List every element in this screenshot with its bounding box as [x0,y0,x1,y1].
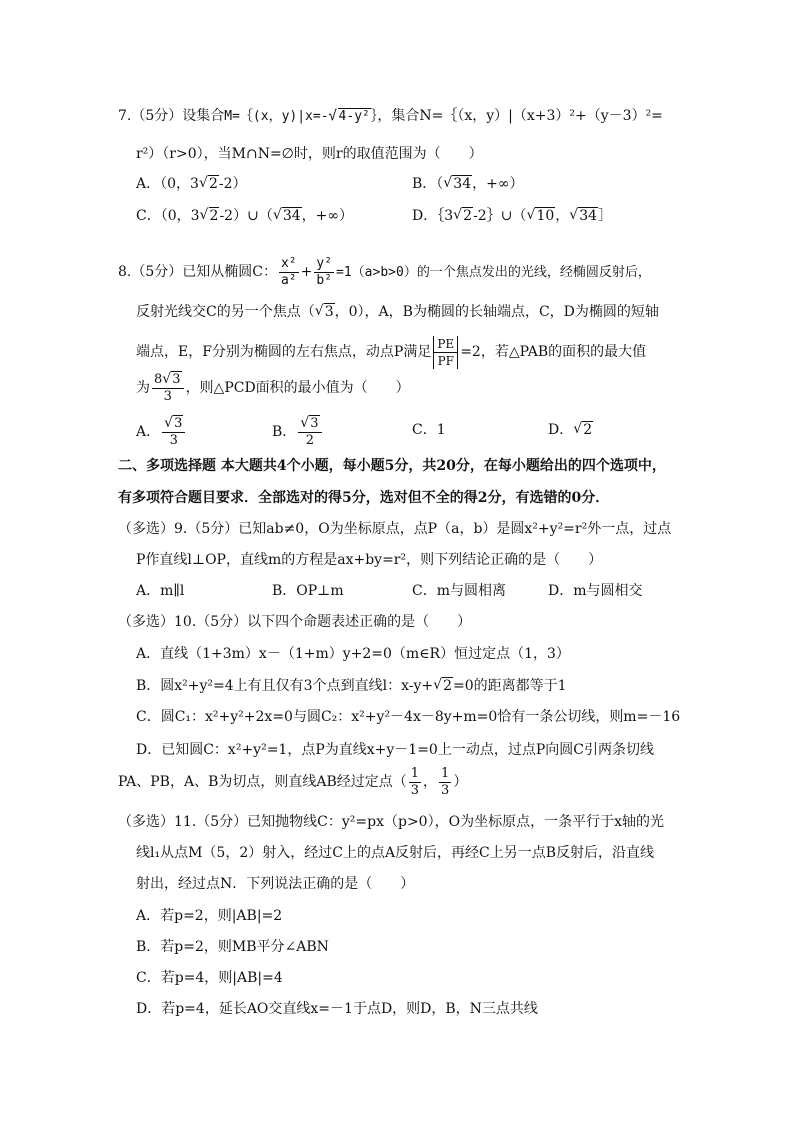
q7-opt-d-text: D．｛3 [412,208,454,224]
q8-frac-x [279,256,299,289]
q7-opt-c-mid: -2）∪（ [219,208,273,224]
q10-opt-d-frac1 [409,766,421,799]
q8-opt-d-text: D． [548,422,574,438]
q8-max-area-num-a: 8 [154,371,163,387]
q8-line1-rest: =1（a>b>0）的一个焦点发出的光线，经椭圆反射后， [336,265,651,280]
q8-max-area-frac [152,372,184,405]
q9-line1: （多选）9.（5分）已知ab≠0，O为坐标原点，点P（a，b）是圆x²+y²=r²外一点，过点 [118,521,672,537]
q8-opt-a-num [162,416,185,433]
q7-opt-c-sqrt [200,206,220,226]
q8-opt-a-text: A． [136,424,161,440]
q7-option-c [136,206,353,226]
q8-opt-a-frac [162,416,185,449]
q8-opt-a-sqrt [164,416,183,432]
q8-opt-a-sqrt-body: 3 [174,415,183,431]
q7-opt-d-sqrt2 [526,206,555,226]
q7-opt-a-sqrt [199,174,219,194]
q8-line2-sqrt-body: 3 [324,304,334,320]
q8-opt-b-num [298,416,321,433]
q8-abs-frac [433,336,458,369]
q8-line2-sqrt [315,302,335,322]
q8-opt-b-text: B． [272,424,297,440]
q10-opt-d-comma: ， [423,774,438,790]
q8-frac-x-den: a² [280,272,297,288]
q8-opt-a-den: 3 [169,432,178,448]
q7-opt-d-mid2: ， [555,208,570,224]
section2-line1: 二、多项选择题 本大题共4个小题，每小题5分，共20分，在每小题给出的四个选项中， [118,458,666,474]
q7-opt-a-text: A．（0，3 [136,176,199,192]
q7-opt-a-end: -2） [218,176,247,192]
q7-opt-c-sqrt2 [273,206,302,226]
q7-opt-c-text: C．（0，3 [136,208,200,224]
q7-option-a [136,174,247,194]
q8-line1 [118,252,651,293]
q8-opt-b-frac [298,416,321,449]
q7-opt-b-sqrt [443,174,472,194]
q11-option-b: B．若p=2，则MB平分∠ABN [136,939,329,955]
q10-option-c: C．圆C₁：x²+y²+2x=0与圆C₂：x²+y²－4x－8y+m=0恰有一条公切线，则m=－16 [136,709,681,725]
q7-opt-d-sqrt [453,206,473,226]
q9-option-d: D．m与圆相交 [548,583,643,599]
q10-option-d-line2 [118,764,467,800]
q7-opt-c-end: ，+∞） [301,208,354,224]
q10-opt-d-frac1-den: 3 [410,782,420,798]
q8-line3-b: =2，若△PAB的面积的最大值 [460,344,647,360]
q8-max-area-sqrt-body: 3 [172,371,181,387]
q8-opt-b-sqrt [300,416,319,432]
q8-abs-frac-den: PF [433,353,458,369]
q10-option-a: A．直线（1+3m）x－（1+m）y+2=0（m∈R）恒过定点（1，3） [136,646,570,662]
q8-option-d [548,420,593,440]
q8-plus: + [300,264,313,280]
q10-opt-d-frac1-num: 1 [410,765,420,781]
q7-prefix: 7.（5分）设集合 [118,108,225,124]
q9-option-c: C．m与圆相离 [412,583,506,599]
q10-opt-d-frac2-num: 1 [441,765,450,781]
q7-sqrt-m-body: 4-y² [338,109,370,124]
q7-option-b [412,174,524,194]
q7-opt-c-sqrt2-body: 34 [282,208,301,224]
q7-opt-b-sqrt-body: 34 [453,176,472,192]
q10-line1: （多选）10.（5分）以下四个命题表述正确的是（ ） [118,614,472,630]
q9-option-a: A．m∥l [136,583,185,599]
q11-line2: 线l₁从点M（5，2）射入，经过C上的点A反射后，再经C上另一点B反射后，沿直线 [136,845,655,861]
q9-line2: P作直线l⊥OP，直线m的方程是ax+by=r²，则下列结论正确的是（ ） [136,552,603,568]
q8-option-a [136,414,187,450]
q10-opt-d-frac2-den: 3 [441,782,450,798]
q7-opt-c-sqrt-body: 2 [209,208,219,224]
q8-frac-y-den: b² [316,272,333,288]
q8-abs-frac-num: PE [433,336,458,353]
q8-line2-b: ，0），A，B为椭圆的长轴端点，C，D为椭圆的短轴 [334,304,659,320]
q11-option-a: A．若p=2，则|AB|=2 [136,908,283,924]
q8-max-area-den: 3 [163,388,172,404]
q11-option-d: D．若p=4，延长AO交直线x=－1于点D，则D，B，N三点共线 [136,1001,538,1017]
q8-frac-x-num: x² [280,255,297,271]
q10-opt-b-sqrt [433,676,453,696]
q10-opt-b-sqrt-body: 2 [443,678,453,694]
q8-line4-a: 为 [136,380,150,396]
q7-opt-d-mid: -2｝∪（ [473,208,527,224]
q7-line1 [118,106,663,127]
q7-opt-d-sqrt3-body: 34 [579,208,598,224]
q8-opt-b-sqrt-body: 3 [310,415,319,431]
q7-opt-b-end: ，+∞） [472,176,524,192]
q11-line1: （多选）11.（5分）已知抛物线C：y²=px（p>0），O为坐标原点，一条平行于x轴的光 [118,814,664,830]
q7-set-m-end: ｝ [370,109,378,124]
q10-opt-b-a: B．圆x²+y²=4上有且仅有3个点到直线l：x-y+ [136,678,434,694]
q8-option-c: C．1 [412,422,446,438]
q7-opt-b-text: B．（ [412,176,444,192]
q10-opt-d-line2-b: ） [453,774,468,790]
q7-set-m: M=｛(x，y)|x=- [224,109,329,124]
q7-sqrt-m [329,107,371,127]
q8-line4 [136,370,410,406]
q7-opt-d-end: ］ [598,208,613,224]
q8-line2-a: 反射光线交C的另一个焦点（ [136,304,315,320]
q8-opt-d-sqrt [573,420,593,440]
q7-line2: r²）（r>0），当M∩N=∅时，则r的取值范围为（ ） [136,146,483,162]
q8-line2 [136,302,659,322]
q7-opt-a-sqrt-body: 2 [208,176,218,192]
q8-frac-y-num: y² [316,255,333,271]
q7-opt-d-sqrt-body: 2 [463,208,473,224]
q7-opt-d-sqrt2-body: 10 [536,208,555,224]
q10-option-b [136,676,567,696]
q7-mid: ，集合 [377,108,420,124]
q7-option-d [412,206,612,226]
q8-line3 [136,334,646,370]
q8-option-b [272,414,324,450]
q9-option-b: B．OP⊥m [272,583,344,599]
q10-opt-b-b: =0的距离都等于1 [453,678,567,694]
q8-line4-b: ，则△PCD面积的最小值为（ ） [185,380,410,396]
q8-frac-y [314,256,334,289]
section2-line2: 有多项符合题目要求．全部选对的得5分，选对但不全的得2分，有选错的0分． [118,490,610,506]
q8-opt-d-sqrt-body: 2 [583,422,593,438]
q10-opt-d-frac2 [439,766,451,799]
q8-max-area-num [152,372,184,389]
q8-line3-a: 端点，E，F分别为椭圆的左右焦点，动点P满足 [136,344,432,360]
q10-option-d-line1: D．已知圆C：x²+y²=1，点P为直线x+y－1=0上一动点，过点P向圆C引两条切线 [136,742,654,758]
q8-opt-b-den: 2 [305,432,315,448]
q7-opt-d-sqrt3 [569,206,598,226]
q7-set-n: N=｛（x，y）|（x+3）²+（y－3）²= [419,108,663,124]
q10-opt-d-line2-a: PA、PB，A、B为切点，则直线AB经过定点（ [118,774,407,790]
q8-prefix: 8.（5分）已知从椭圆C： [118,264,277,280]
q11-line3: 射出，经过点N．下列说法正确的是（ ） [136,876,415,892]
q11-option-c: C．若p=4，则|AB|=4 [136,970,283,986]
q8-max-area-sqrt [162,372,181,388]
